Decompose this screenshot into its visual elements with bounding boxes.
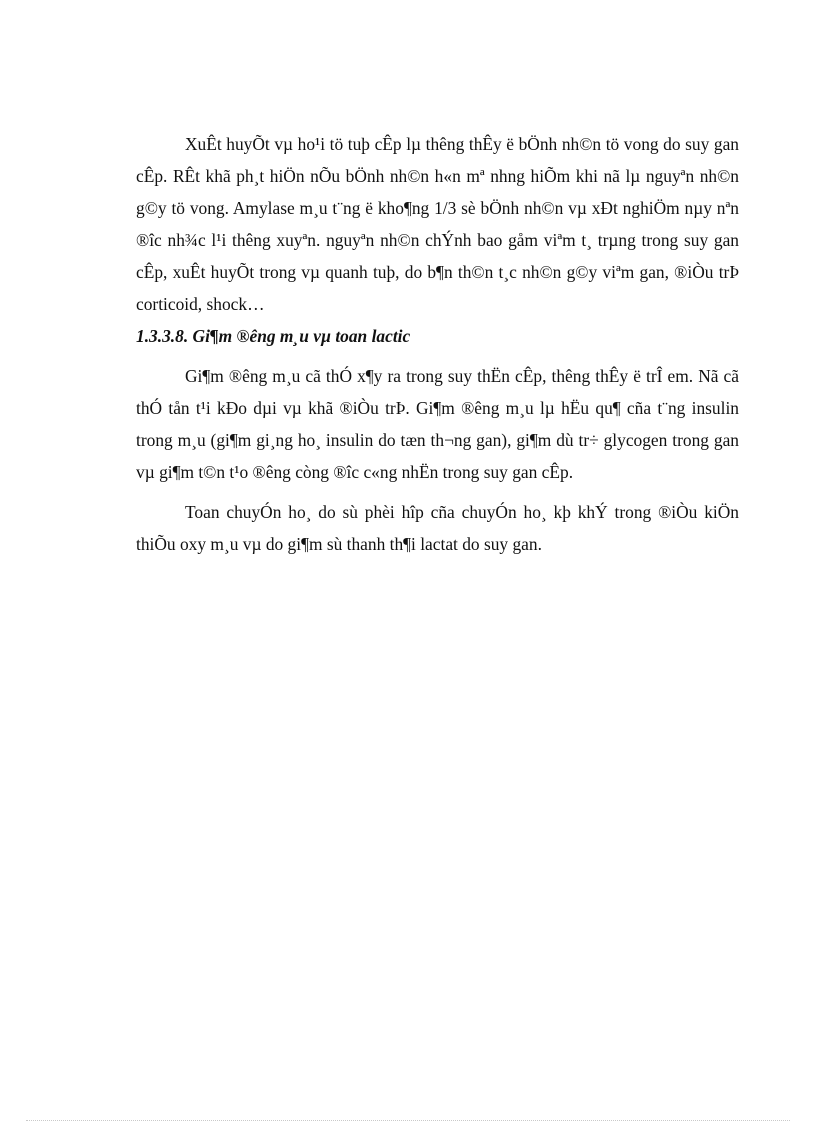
paragraph-hypoglycemia: Gi¶m ®êng m¸u cã thÓ x¶y ra trong suy thËn cÊp, thêng thÊy ë trÎ em. Nã cã thÓ tån t¹i kÐo dµi vµ khã ®iÒu trÞ. Gi¶m ®êng m¸u lµ hËu qu¶ cña t¨ng insulin trong m¸u (gi¶m gi¸ng ho¸ insulin do tæn th¬ng gan), gi¶m dù tr÷ glycogen trong gan vµ gi¶m t©n t¹o ®êng còng ®îc c«ng nhËn trong suy gan cÊp. [136,366,739,482]
paragraph-pancreatitis: XuÊt huyÕt vµ ho¹i tö tuþ cÊp lµ thêng thÊy ë bÖnh nh©n tö vong do suy gan cÊp. RÊt khã ph¸t hiÖn nÕu bÖnh nh©n h«n mª nhng hiÕm khi nã lµ nguyªn nh©n g©y tö vong. Amylase m¸u t¨ng ë kho¶ng 1/3 sè bÖnh nh©n vµ xÐt nghiÖm nµy nªn ®îc nh¾c l¹i thêng xuyªn. nguyªn nh©n chÝnh bao gåm viªm t¸ trµng trong suy gan cÊp, xuÊt huyÕt trong vµ quanh tuþ, do b¶n th©n t¸c nh©n g©y viªm gan, ®iÒu trÞ corticoid, shock… [136,134,739,314]
section-heading: 1.3.3.8. Gi¶m ®êng m¸u vµ toan lactic [136,326,411,346]
document-page [136,128,739,560]
paragraph-lactic-acidosis: Toan chuyÓn ho¸ do sù phèi hîp cña chuyÓn ho¸ kþ khÝ trong ®iÒu kiÖn thiÕu oxy m¸u vµ do gi¶m sù thanh th¶i lactat do suy gan. [136,502,739,554]
page-bottom-rule [26,1120,790,1121]
